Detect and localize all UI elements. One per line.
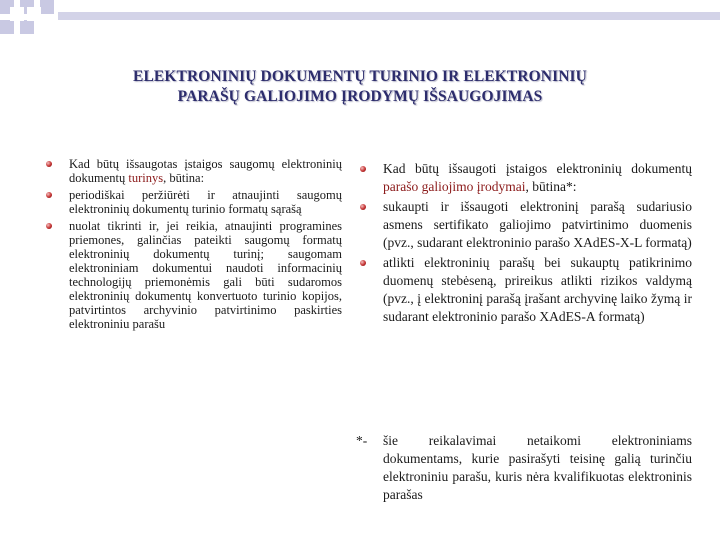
bullet-icon (360, 166, 366, 172)
footnote-mark: *- (356, 433, 368, 448)
right-item-1 (360, 198, 692, 252)
right-intro-suffix: , būtina*: (525, 179, 577, 194)
left-intro (46, 157, 342, 185)
slide-title (40, 67, 680, 107)
left-intro-prefix: Kad būtų išsaugotas įstaigos saugomų elektroninių dokumentų (69, 157, 342, 185)
left-item-2-text: nuolat tikrinti ir, jei reikia, atnaujinti programines priemones, galinčias pateikti saugomų formatų elektroninių dokumentų turinį; saugomam elektroniniam dokumentui naudoti informacinių technologijų priemonėmis gali būti sudaromos elektroninių dokumentų konvertuoto turinio kopijos, patvirtintos archyvinio patvirtinimo paskirties elektroniniu parašu (69, 219, 342, 331)
right-intro-accent: parašo galiojimo įrodymai (383, 179, 526, 194)
corner-decoration (0, 0, 720, 40)
left-item-1 (46, 188, 342, 216)
left-item-2 (46, 219, 342, 331)
right-item-2 (360, 254, 692, 326)
right-item-1-text: sukaupti ir išsaugoti elektroninį parašą sudariusio asmens sertifikato galiojimo patvirtinimo duomenis (pvz., sudarant elektroninio parašo XAdES-X-L formatą) (383, 199, 692, 250)
footnote-text: šie reikalavimai netaikomi elektroniniams dokumentams, kurie pasirašyti teisinę galią turinčiu elektroniniu parašu, kuris nėra kvalifikuotas elektroninis parašas (383, 433, 692, 502)
bullet-icon (360, 260, 366, 266)
right-column (360, 160, 692, 326)
left-column (46, 157, 342, 331)
right-intro (360, 160, 692, 196)
bullet-icon (46, 192, 52, 198)
slide-title-line-2: PARAŠŲ GALIOJIMO ĮRODYMŲ IŠSAUGOJIMAS (177, 88, 543, 105)
slide-title-line-1: ELEKTRONINIŲ DOKUMENTŲ TURINIO IR ELEKTRONINIŲ (133, 68, 587, 85)
left-intro-accent: turinys (128, 171, 164, 185)
bullet-icon (360, 204, 366, 210)
bullet-icon (46, 223, 52, 229)
footnote (356, 432, 692, 504)
right-intro-prefix: Kad būtų išsaugoti įstaigos elektroninių dokumentų (383, 161, 692, 176)
bullet-icon (46, 161, 52, 167)
right-item-2-text: atlikti elektroninių parašų bei sukauptų patikrinimo duomenų stebėseną, prireikus atlikti rizikos valdymą (pvz., į elektroninį parašą įrašant archyvinę laiko žymą ir sudarant elektroninio parašo XAdES-A formatą) (383, 255, 692, 324)
left-intro-suffix: , būtina: (163, 171, 205, 185)
left-item-1-text: periodiškai peržiūrėti ir atnaujinti saugomų elektroninių dokumentų turinio formatų sąrašą (69, 188, 342, 216)
